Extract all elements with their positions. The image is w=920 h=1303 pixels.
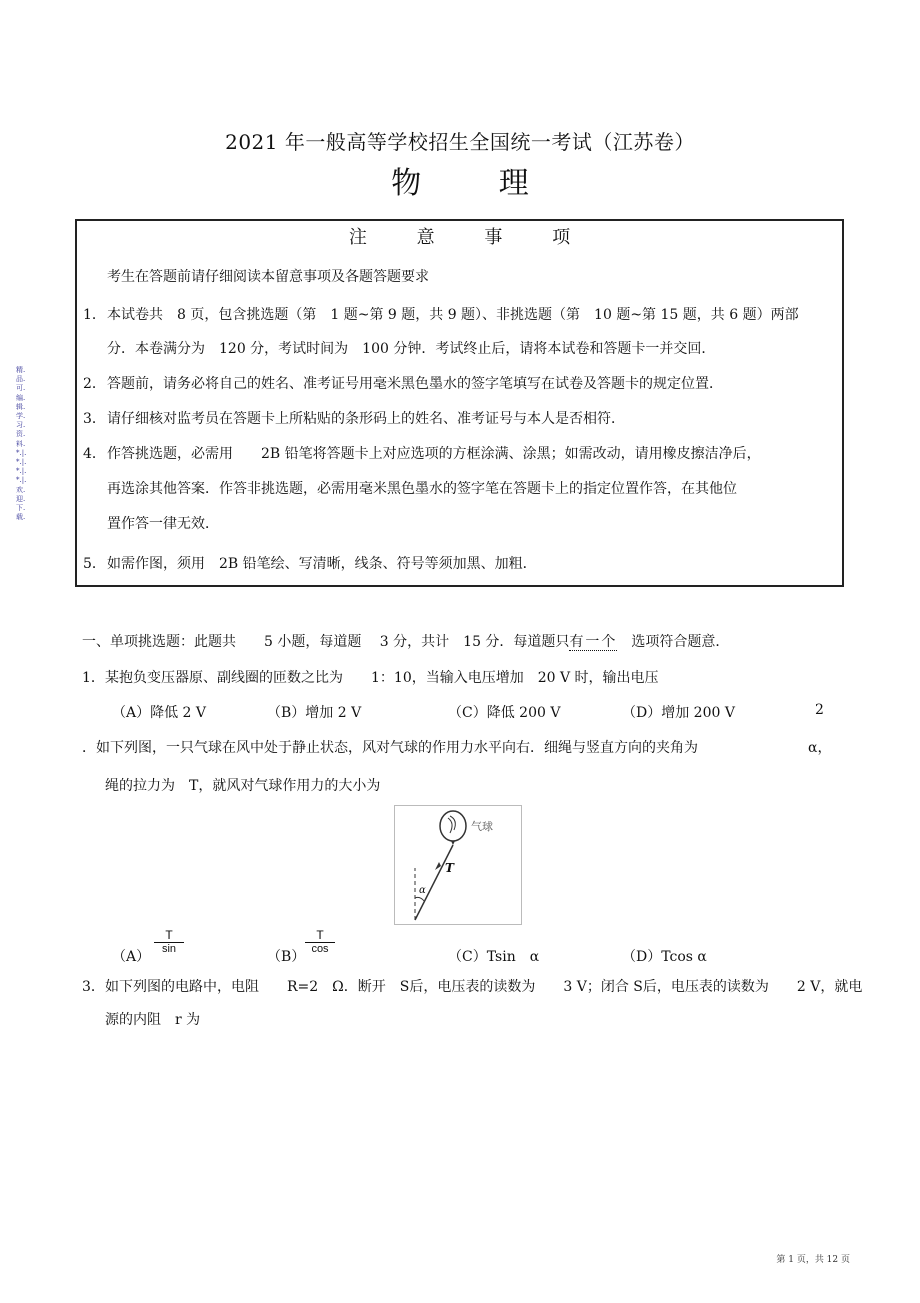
section-heading xyxy=(82,631,729,651)
q2-option-b-label: （B） xyxy=(267,949,306,965)
section-heading-emphasis: 有一个 xyxy=(569,634,618,650)
q2-option-a-denominator: sin xyxy=(154,942,184,955)
q2-option-a-label: （A） xyxy=(112,949,151,965)
balloon-diagram-icon xyxy=(395,806,521,924)
section-heading-prefix: 一、单项挑选题：此题共 5 小题，每道题 3 分，共计 15 分．每道题只 xyxy=(82,634,570,650)
figure-angle-label: α xyxy=(419,885,426,896)
q1-option-b: （B）增加 2 V xyxy=(267,705,362,721)
q2-number-trailing: 2 xyxy=(815,702,824,718)
q1-option-a: （A）降低 2 V xyxy=(112,705,207,721)
q1-option-c: （C）降低 200 V xyxy=(448,705,561,721)
q2-text-line-1: ．如下列图，一只气球在风中处于静止状态，风对气球的作用力水平向右．细绳与竖直方向的夹角为 xyxy=(82,740,698,756)
notice-intro: 考生在答题前请仔细阅读本留意事项及各题答题要求 xyxy=(107,269,429,285)
figure-tension-label: T xyxy=(445,861,454,875)
notice-item-3-line-1: 请仔细核对监考员在答题卡上所粘贴的条形码上的姓名、准考证号与本人是否相符． xyxy=(107,411,625,427)
notice-item-2-num: 2． xyxy=(83,376,106,392)
notice-heading: 注 意 事 项 xyxy=(348,227,593,248)
q1-number: 1． xyxy=(82,670,105,686)
notice-item-5-num: 5． xyxy=(83,556,106,572)
balloon-figure xyxy=(394,805,522,925)
q2-option-b-denominator: cos xyxy=(305,942,335,955)
sidebar-note: 精.品.可.编.辑.学.习.资.料.*.|.*.|.*.|.*.|.欢.迎.下.载. xyxy=(16,366,27,522)
figure-balloon-label: 气球 xyxy=(471,820,493,833)
notice-item-2-line-1: 答题前，请务必将自己的姓名、准考证号用毫米黑色墨水的签字笔填写在试卷及答题卡的规定位置． xyxy=(107,376,723,392)
notice-box xyxy=(75,219,844,587)
q3-text-line-1: 如下列图的电路中，电阻 R=2 Ω．断开 S后，电压表的读数为 3 V；闭合 S后，电压表的读数为 2 V，就电 xyxy=(105,979,863,995)
q3-number: 3． xyxy=(82,979,105,995)
q2-option-a-numerator: T xyxy=(165,928,173,942)
exam-title: 2021 年一般高等学校招生全国统一考试（江苏卷） xyxy=(225,130,695,154)
subject-title: 物 理 xyxy=(391,166,563,201)
q2-option-b-numerator: T xyxy=(316,928,324,942)
notice-item-1-line-2: 分．本卷满分为 120 分，考试时间为 100 分钟．考试终止后，请将本试卷和答题卡一并交回． xyxy=(107,341,716,357)
notice-item-1-line-1: 本试卷共 8 页，包含挑选题（第 1 题~第 9 题，共 9 题）、非挑选题（第 10 题~第 15 题，共 6 题）两部 xyxy=(107,307,799,323)
notice-item-4-num: 4． xyxy=(83,446,106,462)
q2-option-d: （D）Tcos α xyxy=(622,949,707,965)
q2-option-b-fraction xyxy=(305,928,335,955)
notice-item-4-line-1: 作答挑选题，必需用 2B 铅笔将答题卡上对应选项的方框涂满、涂黑；如需改动，请用橡皮擦洁净后， xyxy=(107,446,761,462)
notice-item-3-num: 3． xyxy=(83,411,106,427)
q1-text: 某抱负变压器原、副线圈的匝数之比为 1：10，当输入电压增加 20 V 时，输出电压 xyxy=(105,670,659,686)
q3-text-line-2: 源的内阻 r 为 xyxy=(105,1012,201,1028)
q2-alpha: α， xyxy=(808,740,832,756)
notice-item-4-line-2: 再选涂其他答案．作答非挑选题，必需用毫米黑色墨水的签字笔在答题卡上的指定位置作答，在其他位 xyxy=(107,481,737,497)
notice-item-4-line-3: 置作答一律无效． xyxy=(107,516,219,532)
page-footer: 第 1 页，共 12 页 xyxy=(776,1255,850,1265)
q2-text-line-2: 绳的拉力为 T，就风对气球作用力的大小为 xyxy=(105,778,381,794)
notice-item-5-line-1: 如需作图，须用 2B 铅笔绘、写清晰，线条、符号等须加黑、加粗． xyxy=(107,556,537,572)
notice-item-1-num: 1． xyxy=(83,307,106,323)
q2-option-c: （C）Tsin α xyxy=(448,949,540,965)
q1-option-d: （D）增加 200 V xyxy=(622,705,735,721)
section-heading-suffix: 选项符合题意． xyxy=(617,634,730,650)
q2-option-a-fraction xyxy=(154,928,184,955)
